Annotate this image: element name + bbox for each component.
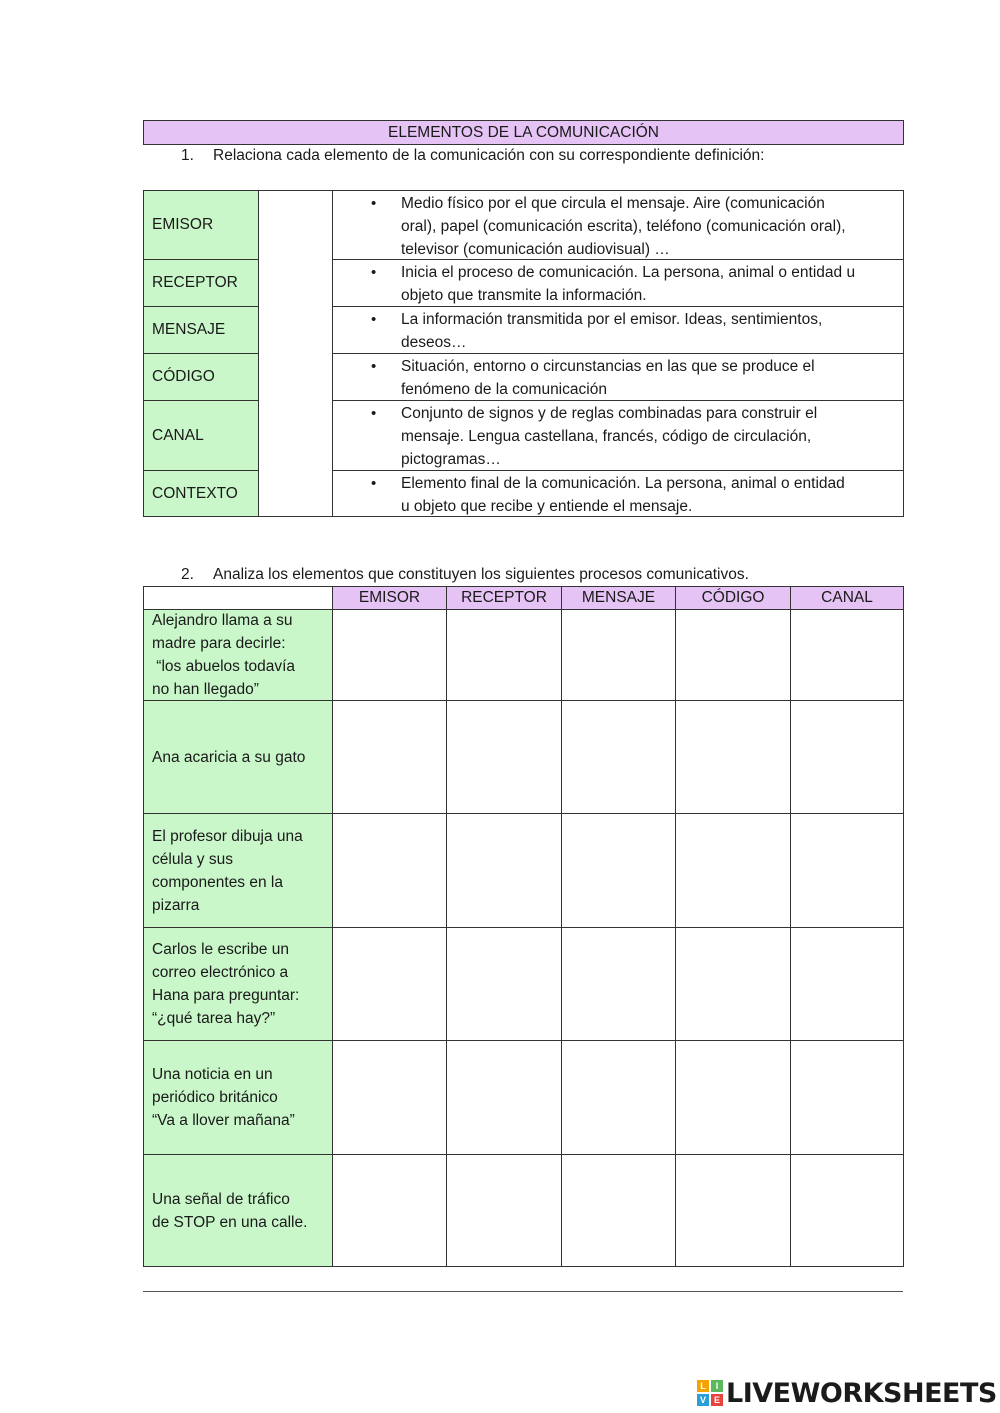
element-contexto[interactable]: CONTEXTO	[143, 470, 259, 517]
column-header-mensaje: MENSAJE	[561, 586, 676, 610]
exercise-2-text: Analiza los elementos que constituyen los siguientes procesos comunicativos.	[213, 566, 749, 583]
element-emisor[interactable]: EMISOR	[143, 190, 259, 260]
element-canal[interactable]: CANAL	[143, 400, 259, 471]
answer-cell-mensaje-row-6[interactable]	[561, 1154, 676, 1267]
process-row-6-label	[143, 1154, 333, 1267]
column-header-canal: CANAL	[790, 586, 904, 610]
process-description-line: “los abuelos todavía	[152, 658, 296, 675]
process-row-3-label	[143, 813, 333, 928]
element-receptor[interactable]: RECEPTOR	[143, 259, 259, 307]
logo-mark-icon: L I V E	[697, 1380, 723, 1406]
worksheet-title: ELEMENTOS DE LA COMUNICACIÓN	[143, 120, 904, 145]
answer-cell-canal-row-2[interactable]	[790, 700, 904, 814]
exercise-1-instruction	[181, 146, 764, 166]
process-description-line: correo electrónico a	[152, 964, 289, 981]
answer-cell-canal-row-3[interactable]	[790, 813, 904, 928]
process-description-line: periódico británico	[152, 1089, 278, 1106]
answer-cell-codigo-row-3[interactable]	[675, 813, 791, 928]
answer-cell-codigo-row-5[interactable]	[675, 1040, 791, 1155]
answer-cell-mensaje-row-4[interactable]	[561, 927, 676, 1041]
answer-cell-emisor-row-3[interactable]	[332, 813, 447, 928]
matching-area[interactable]	[259, 190, 333, 517]
definition-5[interactable]: • Conjunto de signos y de reglas combinadas para construir el mensaje. Lengua castellana, francés, código de circulación, pictogramas…	[332, 400, 904, 471]
process-description-line: Alejandro llama a su	[152, 612, 293, 629]
definition-6[interactable]: • Elemento final de la comunicación. La persona, animal o entidad u objeto que recibe y entiende el mensaje.	[332, 470, 904, 517]
process-description-line: componentes en la	[152, 873, 283, 891]
answer-cell-receptor-row-6[interactable]	[446, 1154, 562, 1267]
table-2-corner	[143, 586, 333, 610]
answer-cell-codigo-row-6[interactable]	[675, 1154, 791, 1267]
answer-cell-emisor-row-2[interactable]	[332, 700, 447, 814]
answer-cell-codigo-row-1[interactable]	[675, 609, 791, 701]
process-description-line: Una noticia en un	[152, 1066, 273, 1083]
process-description-line: Carlos le escribe un	[152, 941, 289, 958]
process-description-line: no han llegado”	[152, 681, 259, 698]
answer-cell-emisor-row-4[interactable]	[332, 927, 447, 1041]
process-row-4-label	[143, 927, 333, 1041]
element-codigo[interactable]: CÓDIGO	[143, 353, 259, 401]
footer-divider	[143, 1291, 903, 1292]
column-header-emisor: EMISOR	[332, 586, 447, 610]
answer-cell-emisor-row-5[interactable]	[332, 1040, 447, 1155]
answer-cell-emisor-row-6[interactable]	[332, 1154, 447, 1267]
process-description-line: Ana acaricia a su gato	[152, 748, 306, 766]
exercise-1-text: Relaciona cada elemento de la comunicación con su correspondiente definición:	[213, 147, 765, 164]
definition-4[interactable]: • Situación, entorno o circunstancias en las que se produce el fenómeno de la comunicación	[332, 353, 904, 401]
process-description-line: Una señal de tráfico	[152, 1190, 290, 1208]
process-description-line: Hana para preguntar:	[152, 987, 300, 1004]
process-description-line: célula y sus	[152, 850, 233, 868]
answer-cell-receptor-row-5[interactable]	[446, 1040, 562, 1155]
answer-cell-canal-row-5[interactable]	[790, 1040, 904, 1155]
answer-cell-mensaje-row-3[interactable]	[561, 813, 676, 928]
process-row-5-label	[143, 1040, 333, 1155]
answer-cell-codigo-row-2[interactable]	[675, 700, 791, 814]
answer-cell-receptor-row-1[interactable]	[446, 609, 562, 701]
definition-1[interactable]: • Medio físico por el que circula el mensaje. Aire (comunicación oral), papel (comunicación escrita), teléfono (comunicación oral), televisor (comunicación audiovisual) …	[332, 190, 904, 260]
answer-cell-mensaje-row-5[interactable]	[561, 1040, 676, 1155]
process-description-line: El profesor dibuja una	[152, 827, 303, 845]
element-mensaje[interactable]: MENSAJE	[143, 306, 259, 354]
answer-cell-canal-row-4[interactable]	[790, 927, 904, 1041]
process-description-line: de STOP en una calle.	[152, 1213, 308, 1231]
process-description-line: “Va a llover mañana”	[152, 1112, 295, 1129]
process-description-line: madre para decirle:	[152, 635, 286, 652]
definition-2[interactable]: • Inicia el proceso de comunicación. La persona, animal o entidad u objeto que transmite la información.	[332, 259, 904, 307]
process-description-line: pizarra	[152, 896, 200, 914]
answer-cell-canal-row-6[interactable]	[790, 1154, 904, 1267]
liveworksheets-logo	[697, 1378, 997, 1408]
exercise-1-number: 1.	[181, 147, 194, 164]
exercise-2-number: 2.	[181, 566, 194, 583]
exercise-2-instruction	[181, 565, 749, 585]
answer-cell-receptor-row-4[interactable]	[446, 927, 562, 1041]
column-header-codigo: CÓDIGO	[675, 586, 791, 610]
answer-cell-canal-row-1[interactable]	[790, 609, 904, 701]
process-row-1-label	[143, 609, 333, 701]
column-header-receptor: RECEPTOR	[446, 586, 562, 610]
answer-cell-mensaje-row-2[interactable]	[561, 700, 676, 814]
answer-cell-emisor-row-1[interactable]	[332, 609, 447, 701]
answer-cell-receptor-row-3[interactable]	[446, 813, 562, 928]
process-description-line: “¿qué tarea hay?”	[152, 1010, 276, 1027]
answer-cell-mensaje-row-1[interactable]	[561, 609, 676, 701]
process-row-2-label	[143, 700, 333, 814]
answer-cell-receptor-row-2[interactable]	[446, 700, 562, 814]
definition-3[interactable]: • La información transmitida por el emisor. Ideas, sentimientos, deseos…	[332, 306, 904, 354]
logo-text: LIVEWORKSHEETS	[726, 1377, 997, 1409]
answer-cell-codigo-row-4[interactable]	[675, 927, 791, 1041]
